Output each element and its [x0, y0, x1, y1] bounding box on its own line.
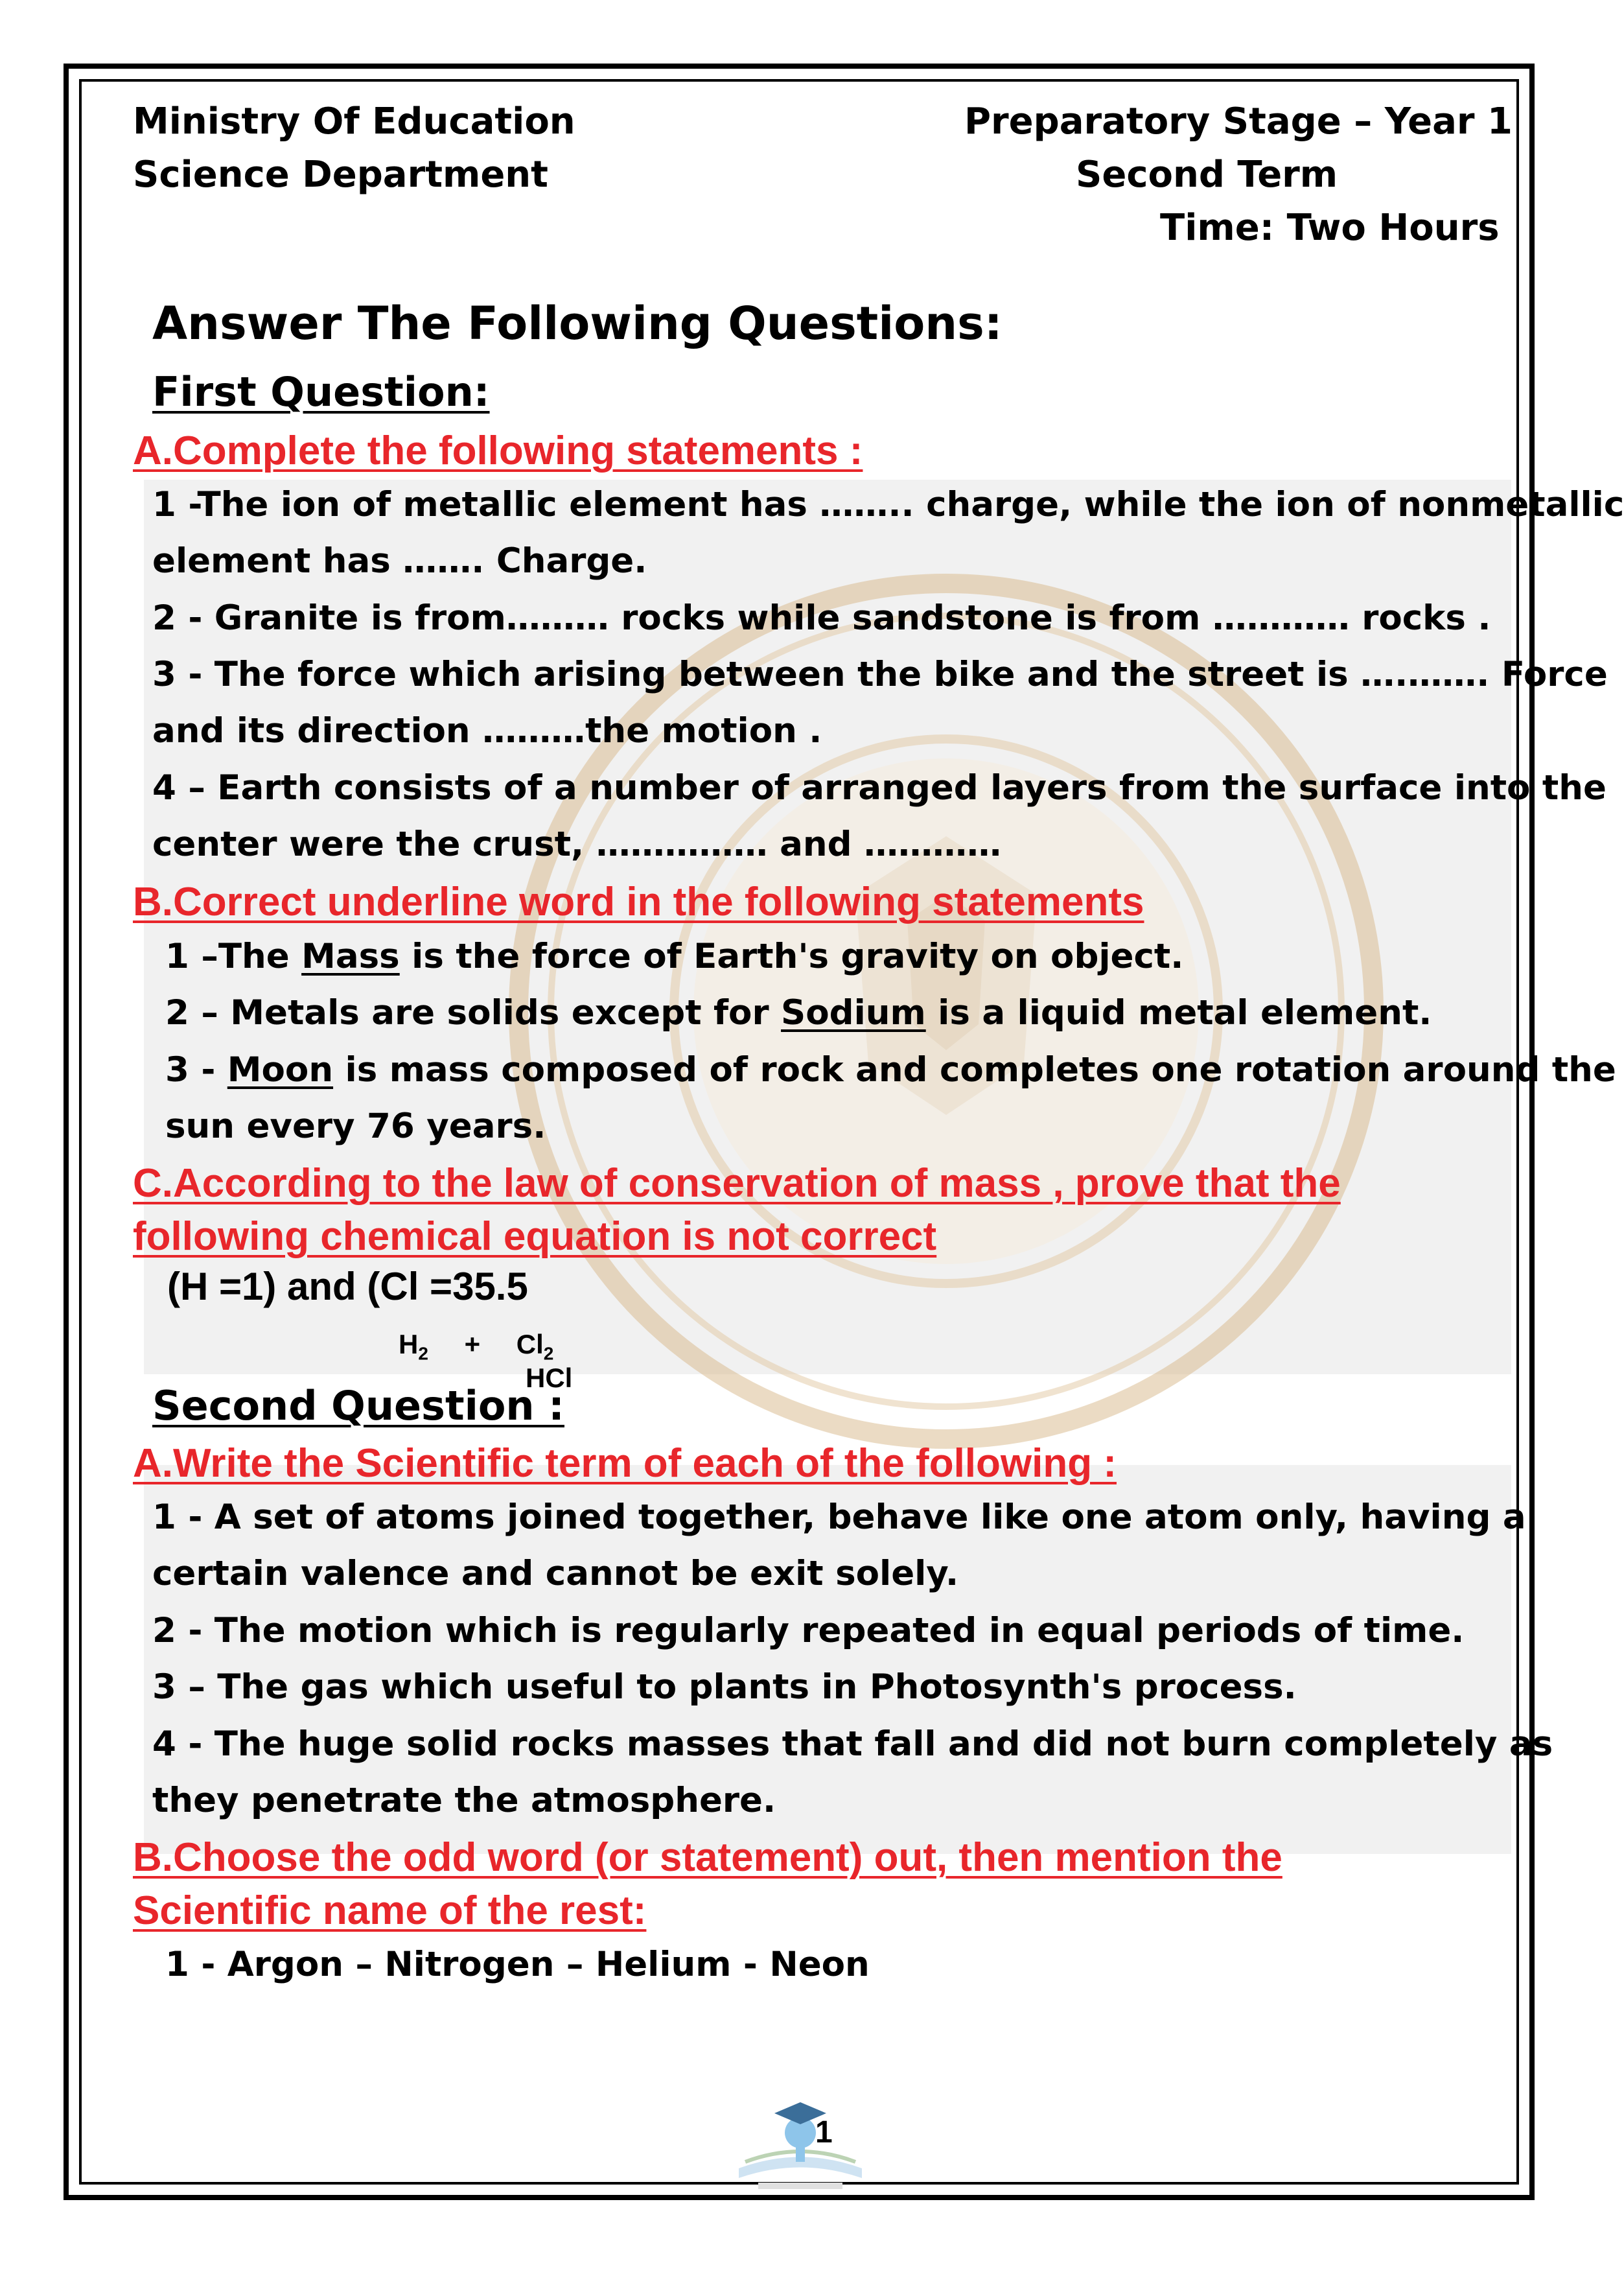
q1a-line-4: 3 - The force which arising between the bike and the street is ….……. Force [152, 655, 1608, 694]
stage-label: Preparatory Stage – Year 1 [964, 100, 1513, 143]
department-label: Science Department [133, 154, 548, 196]
q1a-line-5: and its direction ………the motion . [152, 711, 822, 751]
instructions-heading: Answer The Following Questions: [152, 297, 1003, 350]
page-number: 1 [815, 2115, 833, 2150]
q2a-line-4: 3 – The gas which useful to plants in Photosynth's process. [152, 1667, 1297, 1707]
q1a-line-1: 1 -The ion of metallic element has …….. charge, while the ion of nonmetallic [152, 485, 1624, 524]
first-question-title: First Question: [152, 368, 490, 416]
ministry-label: Ministry Of Education [133, 100, 575, 143]
q2a-line-3: 2 - The motion which is regularly repeated in equal periods of time. [152, 1611, 1465, 1650]
term-label: Second Term [1076, 154, 1338, 196]
section-1a-title: A.Complete the following statements : [133, 428, 863, 473]
q1a-line-3: 2 - Granite is from……… rocks while sandstone is from ………… rocks . [152, 598, 1491, 638]
q2a-line-2: certain valence and cannot be exit solely. [152, 1554, 959, 1593]
section-1c-title-line-2: following chemical equation is not correct [133, 1214, 937, 1259]
atomic-masses: (H =1) and (Cl =35.5 [167, 1265, 528, 1308]
underlined-word: Sodium [781, 993, 926, 1033]
q1b-line-3: 3 - Moon is mass composed of rock and completes one rotation around the [165, 1050, 1616, 1090]
q2b-line-1: 1 - Argon – Nitrogen – Helium - Neon [165, 1945, 870, 1984]
q1a-line-2: element has ……. Charge. [152, 541, 647, 581]
q1a-line-7: center were the crust, …………… and ………… [152, 825, 1001, 864]
q2a-line-5: 4 - The huge solid rocks masses that fall and did not burn completely as [152, 1724, 1553, 1764]
underlined-word: Mass [301, 937, 400, 976]
second-question-title: Second Question : [152, 1382, 564, 1429]
chemical-equation: $H_2 + Cl_2$ HCl [399, 1329, 573, 1393]
section-2b-title-line-2: Scientific name of the rest: [133, 1888, 647, 1933]
q1a-line-6: 4 – Earth consists of a number of arranged layers from the surface into the [152, 768, 1607, 808]
underlined-word: Moon [227, 1050, 334, 1090]
time-label: Time: Two Hours [1160, 207, 1500, 249]
section-2a-title: A.Write the Scientific term of each of the following : [133, 1441, 1117, 1486]
graduation-reader-logo [719, 2084, 881, 2194]
q1b-line-1: 1 –The Mass is the force of Earth's gravity on object. [165, 937, 1184, 976]
q2a-line-1: 1 - A set of atoms joined together, behave like one atom only, having a [152, 1497, 1526, 1537]
section-1c-title-line-1: C.According to the law of conservation of mass , prove that the [133, 1161, 1341, 1206]
q1b-line-2: 2 – Metals are solids except for Sodium is a liquid metal element. [165, 993, 1432, 1033]
q1b-line-4: sun every 76 years. [165, 1107, 546, 1146]
section-1b-title: B.Correct underline word in the following statements [133, 880, 1144, 924]
section-2b-title-line-1: B.Choose the odd word (or statement) out, then mention the [133, 1835, 1282, 1880]
q2a-line-6: they penetrate the atmosphere. [152, 1781, 776, 1820]
